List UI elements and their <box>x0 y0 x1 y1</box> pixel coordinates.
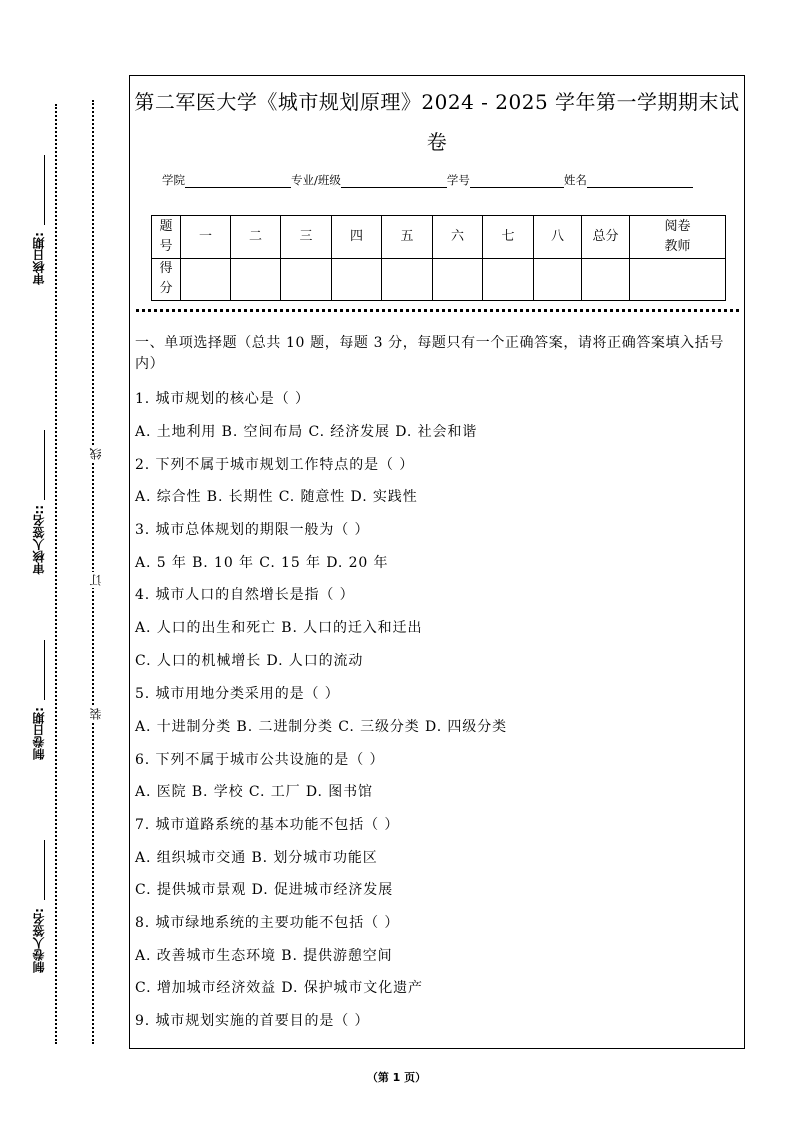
score-input-cell[interactable] <box>382 258 433 301</box>
exam-title-line2: 卷 <box>426 130 448 154</box>
review-date-blank[interactable] <box>44 155 45 225</box>
option-line: A. 组织城市交通 B. 划分城市功能区 <box>135 850 378 866</box>
score-cell-header: 七 <box>483 216 534 259</box>
exam-date-blank[interactable] <box>44 640 45 700</box>
score-cell-header: 总分 <box>582 216 630 259</box>
option-line: A. 综合性 B. 长期性 C. 随意性 D. 实践性 <box>135 489 418 505</box>
reviewer-signature-field[interactable] <box>32 505 46 575</box>
exam-date-label: 制卷日期: <box>32 707 46 760</box>
score-cell-header: 三 <box>281 216 332 259</box>
question-line: 6. 下列不属于城市公共设施的是（ ） <box>135 752 385 768</box>
name-label: 姓名 <box>563 173 587 187</box>
binding-char-ding: 订 <box>89 574 103 586</box>
score-input-cell[interactable] <box>630 258 726 301</box>
question-line: 4. 城市人口的自然增长是指（ ） <box>135 587 355 603</box>
score-cell-header: 八 <box>534 216 582 259</box>
binding-char-xian: 线 <box>89 448 103 460</box>
question-line: 8. 城市绿地系统的主要功能不包括（ ） <box>135 915 400 931</box>
score-cell-header: 题 号 <box>152 216 181 259</box>
exam-title-line1: 第二军医大学《城市规划原理》2024 - 2025 学年第一学期期末试 <box>134 90 740 114</box>
score-cell-header: 六 <box>433 216 483 259</box>
option-line: A. 改善城市生态环境 B. 提供游憩空间 <box>135 948 393 964</box>
maker-signature-label: 制卷人签名: <box>32 908 46 973</box>
question-line: 2. 下列不属于城市规划工作特点的是（ ） <box>135 457 415 473</box>
score-cell-header: 四 <box>332 216 382 259</box>
option-line: A. 5 年 B. 10 年 C. 15 年 D. 20 年 <box>135 555 389 571</box>
dotted-separator <box>136 309 739 312</box>
score-input-cell[interactable] <box>231 258 281 301</box>
option-line: A. 土地利用 B. 空间布局 C. 经济发展 D. 社会和谐 <box>135 424 478 440</box>
student-id-blank[interactable] <box>470 174 564 188</box>
reviewer-signature-label: 审核人签名:: <box>32 505 46 575</box>
reviewer-signature-blank[interactable] <box>44 430 45 500</box>
score-input-cell[interactable] <box>582 258 630 301</box>
score-cell-header: 五 <box>382 216 433 259</box>
option-line: C. 增加城市经济效益 D. 保护城市文化遗产 <box>135 980 423 996</box>
name-blank[interactable] <box>587 174 693 188</box>
question-line: 9. 城市规划实施的首要目的是（ ） <box>135 1013 370 1029</box>
major-blank[interactable] <box>341 174 447 188</box>
score-input-cell[interactable] <box>332 258 382 301</box>
exam-date-field[interactable] <box>32 707 46 760</box>
review-date-field[interactable] <box>32 232 46 285</box>
section1-heading: 一、单项选择题（总共 10 题，每题 3 分，每题只有一个正确答案，请将正确答案填入括号内） <box>135 335 724 372</box>
college-label: 学院 <box>162 173 185 187</box>
score-cell-header: 一 <box>181 216 231 259</box>
score-table-score-row <box>152 258 726 301</box>
score-input-cell[interactable] <box>483 258 534 301</box>
question-line: 5. 城市用地分类采用的是（ ） <box>135 686 340 702</box>
option-line: C. 人口的机械增长 D. 人口的流动 <box>135 653 364 669</box>
option-line: C. 提供城市景观 D. 促进城市经济发展 <box>135 882 394 898</box>
option-line: A. 十进制分类 B. 二进制分类 C. 三级分类 D. 四级分类 <box>135 719 507 735</box>
score-input-cell[interactable] <box>181 258 231 301</box>
question-line: 3. 城市总体规划的期限一般为（ ） <box>135 522 370 538</box>
score-table <box>151 215 726 301</box>
binding-dotted-line-outer <box>55 104 57 1044</box>
student-info-row <box>162 172 693 188</box>
score-cell-header: 阅卷 教师 <box>630 216 726 259</box>
page-number: （第 1 页） <box>366 1071 427 1084</box>
score-input-cell[interactable] <box>433 258 483 301</box>
student-id-label: 学号 <box>446 173 470 187</box>
score-row-label: 得 分 <box>152 258 181 301</box>
question-line: 1. 城市规划的核心是（ ） <box>135 391 310 407</box>
college-blank[interactable] <box>185 174 291 188</box>
option-line: A. 人口的出生和死亡 B. 人口的迁入和迁出 <box>135 620 423 636</box>
exam-title <box>130 82 744 162</box>
score-table-header-row <box>152 216 726 259</box>
question-line: 7. 城市道路系统的基本功能不包括（ ） <box>135 817 400 833</box>
score-input-cell[interactable] <box>281 258 332 301</box>
option-line: A. 医院 B. 学校 C. 工厂 D. 图书馆 <box>135 784 373 800</box>
maker-signature-blank[interactable] <box>44 840 45 900</box>
binding-char-zhuang: 装 <box>89 708 103 720</box>
score-cell-header: 二 <box>231 216 281 259</box>
maker-signature-field[interactable] <box>32 908 46 973</box>
review-date-label: 审核日期: <box>32 232 46 285</box>
major-label: 专业/班级 <box>291 173 341 187</box>
score-input-cell[interactable] <box>534 258 582 301</box>
